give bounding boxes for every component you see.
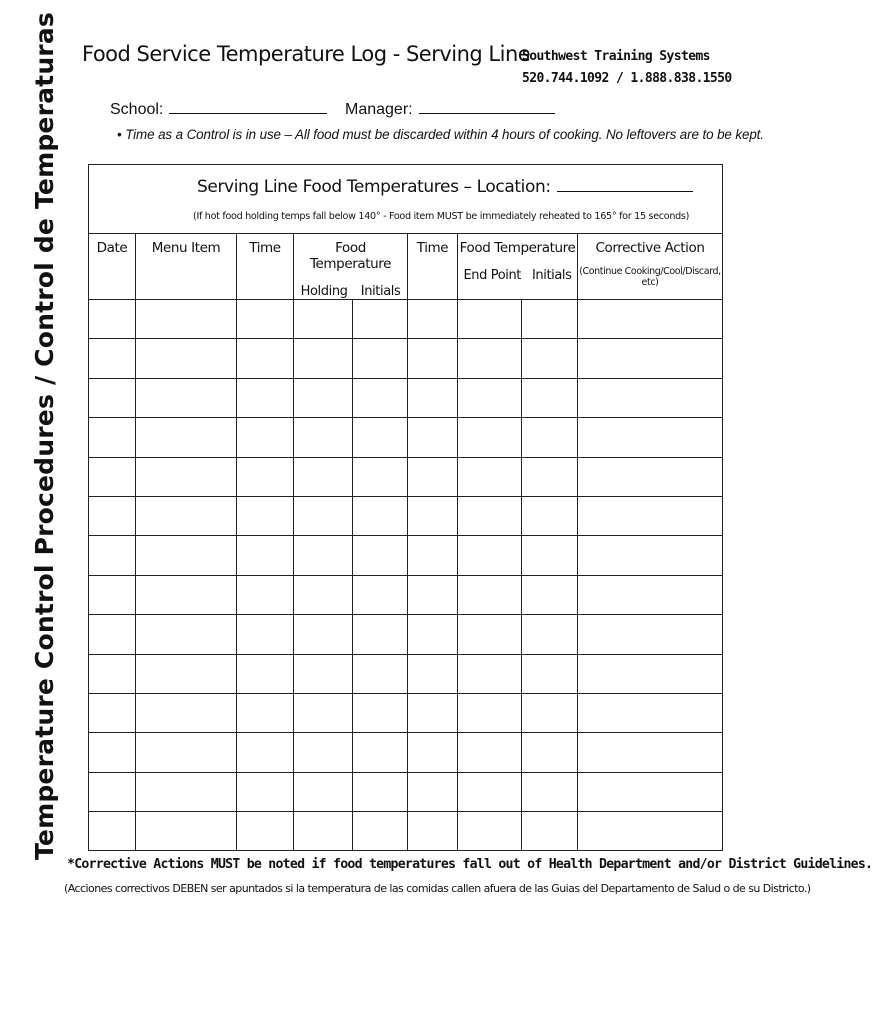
col-end-point: End Point: [463, 268, 521, 283]
col-food-temp-holding: Food Temperature Holding Initials: [294, 234, 408, 300]
cell-corrective-action[interactable]: [578, 457, 723, 496]
cell-initials-2[interactable]: [522, 693, 578, 732]
cell-initials-2[interactable]: [522, 575, 578, 614]
cell-initials-2[interactable]: [522, 812, 578, 851]
cell-initials-1[interactable]: [353, 693, 408, 732]
cell-menu-item[interactable]: [136, 733, 237, 772]
col-initials-2: Initials: [531, 268, 572, 283]
cell-date[interactable]: [89, 772, 136, 811]
location-title: Serving Line Food Temperatures – Location:: [197, 175, 693, 197]
cell-corrective-action[interactable]: [578, 536, 723, 575]
cell-end-point-temp[interactable]: [458, 615, 522, 654]
cell-date[interactable]: [89, 654, 136, 693]
cell-menu-item[interactable]: [136, 496, 237, 535]
cell-time-1[interactable]: [237, 733, 294, 772]
col-time-2: Time: [408, 234, 458, 300]
table-row: [89, 812, 723, 851]
table-row: [89, 575, 723, 614]
cell-menu-item[interactable]: [136, 812, 237, 851]
cell-end-point-temp[interactable]: [458, 654, 522, 693]
cell-holding-temp[interactable]: [294, 457, 353, 496]
cell-time-2[interactable]: [408, 693, 458, 732]
cell-initials-1[interactable]: [353, 496, 408, 535]
cell-initials-1[interactable]: [353, 300, 408, 339]
location-header: [89, 165, 723, 234]
cell-initials-2[interactable]: [522, 615, 578, 654]
company-name: Southwest Training Systems: [522, 49, 710, 64]
table-row: [89, 418, 723, 457]
cell-time-2[interactable]: [408, 378, 458, 417]
manager-blank-line[interactable]: [419, 99, 555, 114]
cell-end-point-temp[interactable]: [458, 733, 522, 772]
cell-menu-item[interactable]: [136, 457, 237, 496]
cell-holding-temp[interactable]: [294, 339, 353, 378]
table-row: [89, 536, 723, 575]
cell-date[interactable]: [89, 418, 136, 457]
cell-holding-temp[interactable]: [294, 772, 353, 811]
cell-time-2[interactable]: [408, 575, 458, 614]
cell-initials-1[interactable]: [353, 339, 408, 378]
cell-date[interactable]: [89, 339, 136, 378]
table-row: [89, 654, 723, 693]
cell-menu-item[interactable]: [136, 575, 237, 614]
cell-time-1[interactable]: [237, 536, 294, 575]
cell-time-1[interactable]: [237, 457, 294, 496]
location-blank-line[interactable]: [557, 175, 693, 192]
cell-time-1[interactable]: [237, 654, 294, 693]
cell-date[interactable]: [89, 575, 136, 614]
cell-menu-item[interactable]: [136, 300, 237, 339]
col-holding: Holding: [300, 284, 348, 299]
cell-initials-2[interactable]: [522, 654, 578, 693]
cell-time-2[interactable]: [408, 536, 458, 575]
cell-date[interactable]: [89, 693, 136, 732]
table-row: [89, 772, 723, 811]
cell-time-1[interactable]: [237, 378, 294, 417]
manager-field: [345, 99, 555, 119]
cell-time-2[interactable]: [408, 812, 458, 851]
cell-initials-1[interactable]: [353, 812, 408, 851]
cell-time-2[interactable]: [408, 300, 458, 339]
temperature-log-table: [88, 164, 723, 851]
cell-corrective-action[interactable]: [578, 496, 723, 535]
cell-end-point-temp[interactable]: [458, 812, 522, 851]
cell-date[interactable]: [89, 378, 136, 417]
cell-holding-temp[interactable]: [294, 378, 353, 417]
col-date: Date: [89, 234, 136, 300]
cell-initials-1[interactable]: [353, 575, 408, 614]
cell-end-point-temp[interactable]: [458, 339, 522, 378]
cell-end-point-temp[interactable]: [458, 496, 522, 535]
cell-holding-temp[interactable]: [294, 575, 353, 614]
cell-corrective-action[interactable]: [578, 615, 723, 654]
cell-end-point-temp[interactable]: [458, 300, 522, 339]
cell-corrective-action[interactable]: [578, 300, 723, 339]
cell-initials-1[interactable]: [353, 733, 408, 772]
cell-menu-item[interactable]: [136, 378, 237, 417]
cell-initials-1[interactable]: [353, 536, 408, 575]
cell-date[interactable]: [89, 615, 136, 654]
table-row: [89, 615, 723, 654]
cell-date[interactable]: [89, 733, 136, 772]
cell-corrective-action[interactable]: [578, 575, 723, 614]
cell-date[interactable]: [89, 536, 136, 575]
cell-initials-2[interactable]: [522, 339, 578, 378]
cell-initials-2[interactable]: [522, 772, 578, 811]
company-info: [522, 46, 732, 90]
school-blank-line[interactable]: [169, 99, 327, 114]
footer-note-english: *Corrective Actions MUST be noted if food temperatures fall out of Health Department and/or District Guidelines.: [67, 857, 872, 872]
cell-menu-item[interactable]: [136, 615, 237, 654]
cell-holding-temp[interactable]: [294, 536, 353, 575]
col-initials-1: Initials: [360, 284, 401, 299]
cell-time-1[interactable]: [237, 418, 294, 457]
table-row: [89, 378, 723, 417]
cell-end-point-temp[interactable]: [458, 536, 522, 575]
cell-initials-2[interactable]: [522, 733, 578, 772]
cell-corrective-action[interactable]: [578, 654, 723, 693]
cell-time-2[interactable]: [408, 615, 458, 654]
cell-end-point-temp[interactable]: [458, 575, 522, 614]
cell-holding-temp[interactable]: [294, 733, 353, 772]
cell-holding-temp[interactable]: [294, 812, 353, 851]
table-row: [89, 693, 723, 732]
cell-end-point-temp[interactable]: [458, 418, 522, 457]
cell-date[interactable]: [89, 812, 136, 851]
cell-initials-1[interactable]: [353, 418, 408, 457]
cell-initials-1[interactable]: [353, 654, 408, 693]
time-control-note: • Time as a Control is in use – All food must be discarded within 4 hours of cooking. No leftovers are to be kept.: [117, 127, 764, 142]
cell-holding-temp[interactable]: [294, 654, 353, 693]
cell-menu-item[interactable]: [136, 418, 237, 457]
cell-time-1[interactable]: [237, 300, 294, 339]
cell-date[interactable]: [89, 300, 136, 339]
cell-time-2[interactable]: [408, 772, 458, 811]
company-phone: 520.744.1092 / 1.888.838.1550: [522, 71, 732, 86]
cell-date[interactable]: [89, 457, 136, 496]
cell-end-point-temp[interactable]: [458, 693, 522, 732]
cell-time-1[interactable]: [237, 575, 294, 614]
cell-menu-item[interactable]: [136, 536, 237, 575]
col-food-temp-end: Food Temperature End Point Initials: [458, 234, 578, 300]
cell-time-1[interactable]: [237, 339, 294, 378]
cell-corrective-action[interactable]: [578, 339, 723, 378]
cell-end-point-temp[interactable]: [458, 772, 522, 811]
school-field: [110, 99, 327, 119]
cell-time-1[interactable]: [237, 812, 294, 851]
cell-initials-2[interactable]: [522, 496, 578, 535]
cell-menu-item[interactable]: [136, 693, 237, 732]
cell-time-1[interactable]: [237, 615, 294, 654]
col-menu-item: Menu Item: [136, 234, 237, 300]
cell-initials-2[interactable]: [522, 536, 578, 575]
cell-holding-temp[interactable]: [294, 693, 353, 732]
cell-initials-2[interactable]: [522, 378, 578, 417]
table-row: [89, 496, 723, 535]
col-corrective-sub: (Continue Cooking/Cool/Discard, etc): [579, 266, 721, 288]
table-row: [89, 733, 723, 772]
cell-initials-2[interactable]: [522, 457, 578, 496]
cell-initials-1[interactable]: [353, 457, 408, 496]
cell-time-2[interactable]: [408, 457, 458, 496]
cell-holding-temp[interactable]: [294, 496, 353, 535]
location-subtitle: (If hot food holding temps fall below 140° - Food item MUST be immediately reheated to 165° for 15 seconds): [193, 211, 690, 222]
cell-holding-temp[interactable]: [294, 418, 353, 457]
cell-initials-2[interactable]: [522, 300, 578, 339]
log-rows: [89, 300, 723, 851]
cell-end-point-temp[interactable]: [458, 378, 522, 417]
cell-corrective-action[interactable]: [578, 812, 723, 851]
cell-holding-temp[interactable]: [294, 300, 353, 339]
side-title: Temperature Control Procedures / Control de Temperaturas: [30, 12, 59, 860]
col-time-1: Time: [237, 234, 294, 300]
cell-time-2[interactable]: [408, 654, 458, 693]
manager-label: Manager:: [345, 101, 413, 118]
cell-holding-temp[interactable]: [294, 615, 353, 654]
cell-initials-1[interactable]: [353, 772, 408, 811]
cell-date[interactable]: [89, 496, 136, 535]
table-row: [89, 339, 723, 378]
cell-time-1[interactable]: [237, 693, 294, 732]
cell-corrective-action[interactable]: [578, 378, 723, 417]
cell-initials-1[interactable]: [353, 615, 408, 654]
col-corrective-action: Corrective Action (Continue Cooking/Cool/Discard, etc): [578, 234, 723, 300]
footer-note-spanish: (Acciones correctivos DEBEN ser apuntados si la temperatura de las comidas callen afuera de las Guias del Departamento de Salud o de su Districto.): [64, 882, 811, 895]
cell-time-2[interactable]: [408, 339, 458, 378]
cell-menu-item[interactable]: [136, 339, 237, 378]
cell-time-2[interactable]: [408, 418, 458, 457]
cell-time-2[interactable]: [408, 733, 458, 772]
cell-time-2[interactable]: [408, 496, 458, 535]
cell-time-1[interactable]: [237, 772, 294, 811]
cell-corrective-action[interactable]: [578, 418, 723, 457]
table-row: [89, 300, 723, 339]
table-row: [89, 457, 723, 496]
cell-initials-2[interactable]: [522, 418, 578, 457]
cell-end-point-temp[interactable]: [458, 457, 522, 496]
cell-menu-item[interactable]: [136, 654, 237, 693]
cell-corrective-action[interactable]: [578, 733, 723, 772]
cell-corrective-action[interactable]: [578, 772, 723, 811]
page-title: Food Service Temperature Log - Serving Line: [82, 42, 531, 66]
school-label: School:: [110, 101, 164, 118]
cell-initials-1[interactable]: [353, 378, 408, 417]
cell-corrective-action[interactable]: [578, 693, 723, 732]
cell-time-1[interactable]: [237, 496, 294, 535]
cell-menu-item[interactable]: [136, 772, 237, 811]
